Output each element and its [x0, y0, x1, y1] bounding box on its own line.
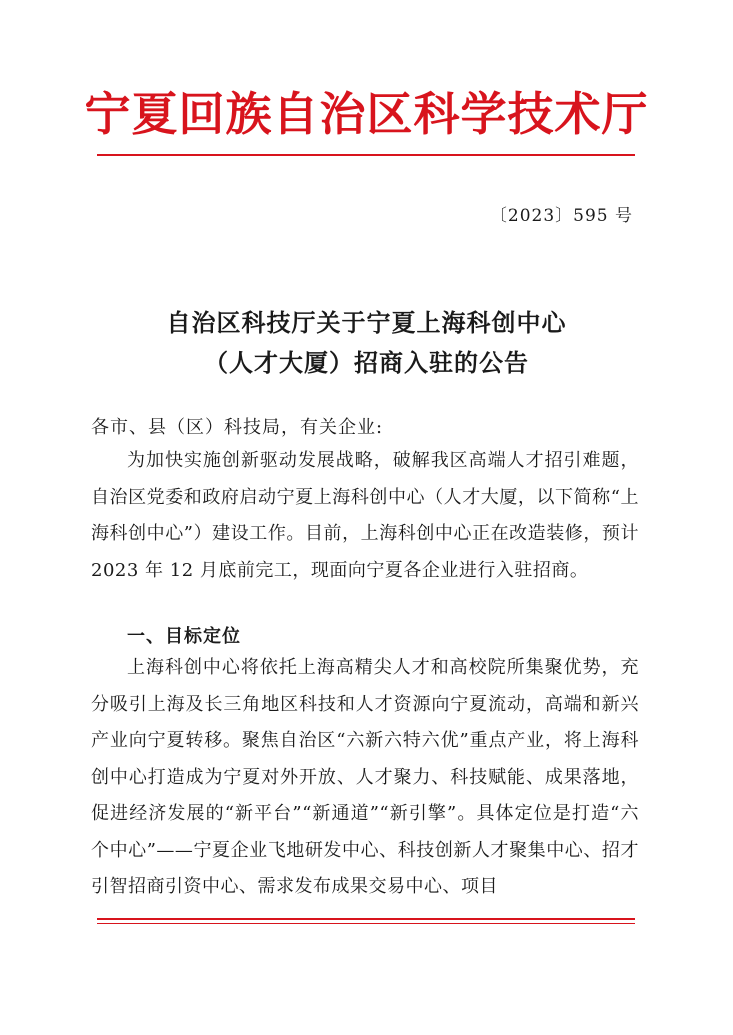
document-title-line-1: 自治区科技厅关于宁夏上海科创中心 — [166, 308, 567, 337]
issuing-authority-title: 宁夏回族自治区科学技术厅 — [84, 87, 649, 141]
header-red-rule — [97, 154, 635, 156]
document-title-line-2: （人才大厦）招商入驻的公告 — [204, 348, 529, 377]
intro-paragraph: 为加快实施创新驱动发展战略，破解我区高端人才招引难题，自治区党委和政府启动宁夏上海科创中心（人才大厦，以下简称“上海科创中心”）建设工作。目前，上海科创中心正在改造装修，预计 2023 年 12 月底前完工，现面向宁夏各企业进行入驻招商。 — [91, 450, 639, 581]
footer-red-rule-top — [97, 918, 635, 920]
target-positioning-paragraph: 上海科创中心将依托上海高精尖人才和高校院所集聚优势，充分吸引上海及长三角地区科技和人才资源向宁夏流动，高端和新兴产业向宁夏转移。聚焦自治区“六新六特六优”重点产业，将上海科创中心打造成为宁夏对外开放、人才聚力、科技赋能、成果落地，促进经济发展的“新平台”“新通道”“新引擎”。具体定位是打造“六个中心”——宁夏企业飞地研发中心、科技创新人才聚集中心、招才引智招商引资中心、需求发布成果交易中心、项目 — [91, 657, 639, 897]
footer-red-rule-bottom — [97, 923, 635, 924]
salutation: 各市、县（区）科技局，有关企业: — [91, 417, 384, 438]
section-heading-target-positioning: 一、目标定位 — [127, 626, 241, 647]
document-number: 〔2023〕595 号 — [489, 206, 633, 226]
